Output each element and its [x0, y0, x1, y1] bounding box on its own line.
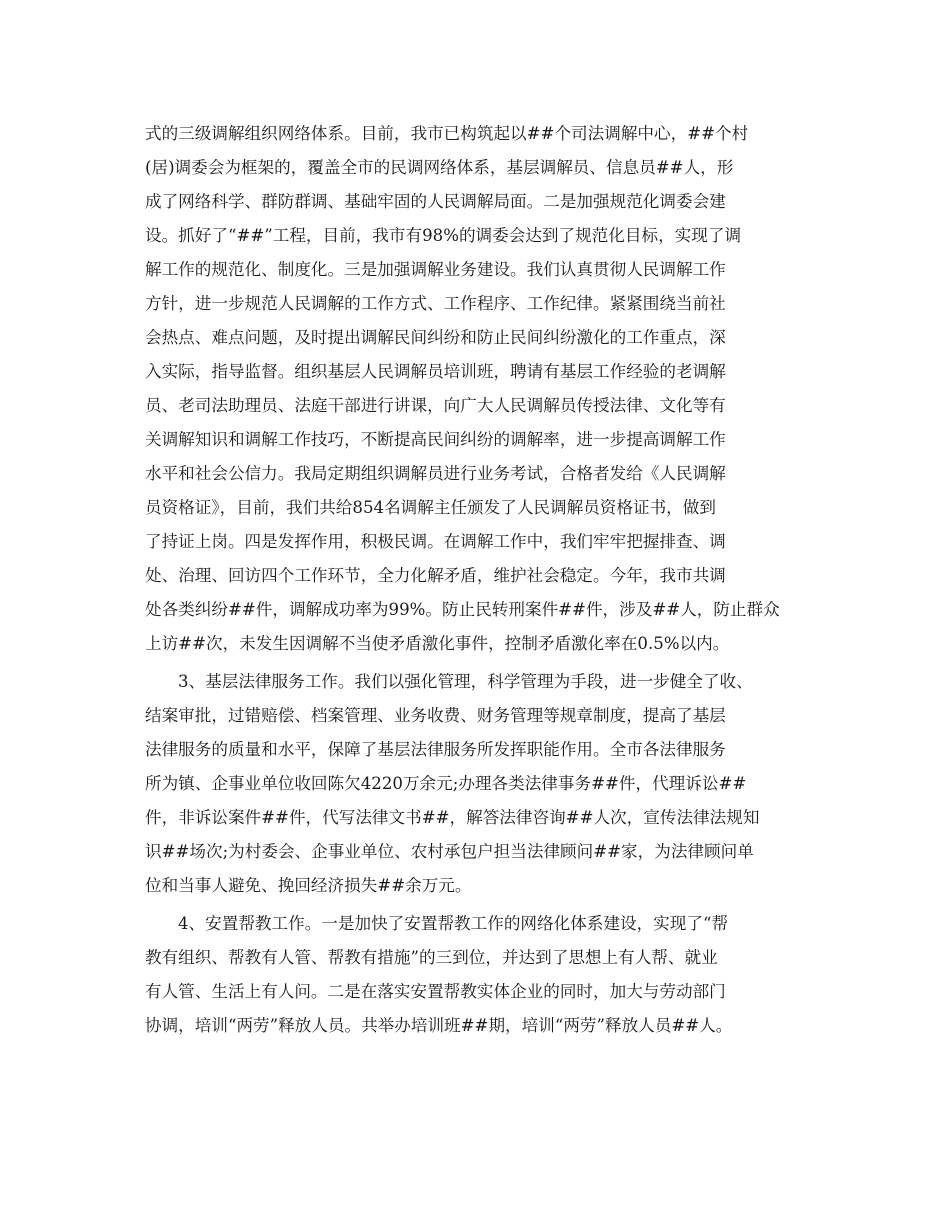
- text-line: 设。抓好了“##”工程，目前，我市有98%的调委会达到了规范化目标，实现了调: [145, 226, 742, 245]
- text-line: 员、老司法助理员、法庭干部进行讲课，向广大人民调解员传授法律、文化等有: [145, 396, 726, 415]
- text-line: (居)调委会为框架的，覆盖全市的民调网络体系，基层调解员、信息员##人，形: [145, 158, 734, 177]
- text-line: 结案审批，过错赔偿、档案管理、业务收费、财务管理等规章制度，提高了基层: [145, 706, 726, 725]
- text-line: 法律服务的质量和水平，保障了基层法律服务所发挥职能作用。全市各法律服务: [145, 740, 726, 759]
- text-line: 有人管、生活上有人问。二是在落实安置帮教实体企业的同时，加大与劳动部门: [145, 982, 726, 1001]
- text-line: 解工作的规范化、制度化。三是加强调解业务建设。我们认真贯彻人民调解工作: [145, 260, 726, 279]
- text-line: 成了网络科学、群防群调、基础牢固的人民调解局面。二是加强规范化调委会建: [145, 192, 726, 211]
- text-line: 处、治理、回访四个工作环节，全力化解矛盾，维护社会稳定。今年，我市共调: [145, 566, 726, 585]
- text-line: 所为镇、企事业单位收回陈欠4220万余元;办理各类法律事务##件，代理诉讼##: [145, 774, 747, 793]
- text-line: 处各类纠纷##件，调解成功率为99%。防止民转刑案件##件，涉及##人，防止群众: [145, 600, 780, 619]
- text-line: 位和当事人避免、挽回经济损失##余万元。: [145, 876, 472, 895]
- paragraph: [145, 665, 845, 903]
- text-line: 员资格证》，目前，我们共给854名调解主任颁发了人民调解员资格证书，做到: [145, 498, 716, 517]
- text-line: 方针，进一步规范人民调解的工作方式、工作程序、工作纪律。紧紧围绕当前社: [145, 294, 726, 313]
- text-line: 式的三级调解组织网络体系。目前，我市已构筑起以##个司法调解中心，##个村: [145, 124, 749, 143]
- paragraph: [145, 907, 845, 1043]
- text-line: 协调，培训“两劳”释放人员。共举办培训班##期，培训“两劳”释放人员##人。: [145, 1016, 733, 1035]
- text-line: 识##场次;为村委会、企事业单位、农村承包户担当法律顾问##家，为法律顾问单: [145, 842, 754, 861]
- text-line: 入实际，指导监督。组织基层人民调解员培训班，聘请有基层工作经验的老调解: [145, 362, 726, 381]
- text-line: 水平和社会公信力。我局定期组织调解员进行业务考试，合格者发给《人民调解: [145, 464, 726, 483]
- text-line: 件，非诉讼案件##件，代写法律文书##，解答法律咨询##人次，宣传法律法规知: [145, 808, 760, 827]
- document-body: [145, 117, 845, 1043]
- text-line: 关调解知识和调解工作技巧，不断提高民间纠纷的调解率，进一步提高调解工作: [145, 430, 726, 449]
- paragraph: [145, 117, 845, 661]
- text-line: 了持证上岗。四是发挥作用，积极民调。在调解工作中，我们牢牢把握排查、调: [145, 532, 726, 551]
- text-line: 教有组织、帮教有人管、帮教有措施”的三到位，并达到了思想上有人帮、就业: [145, 948, 718, 967]
- text-line: 上访##次，未发生因调解不当使矛盾激化事件，控制矛盾激化率在0.5%以内。: [145, 634, 730, 653]
- text-line: 4、安置帮教工作。一是加快了安置帮教工作的网络化体系建设，实现了“帮: [178, 914, 729, 933]
- text-line: 会热点、难点问题，及时提出调解民间纠纷和防止民间纠纷激化的工作重点，深: [145, 328, 726, 347]
- text-line: 3、基层法律服务工作。我们以强化管理，科学管理为手段，进一步健全了收、: [178, 672, 753, 691]
